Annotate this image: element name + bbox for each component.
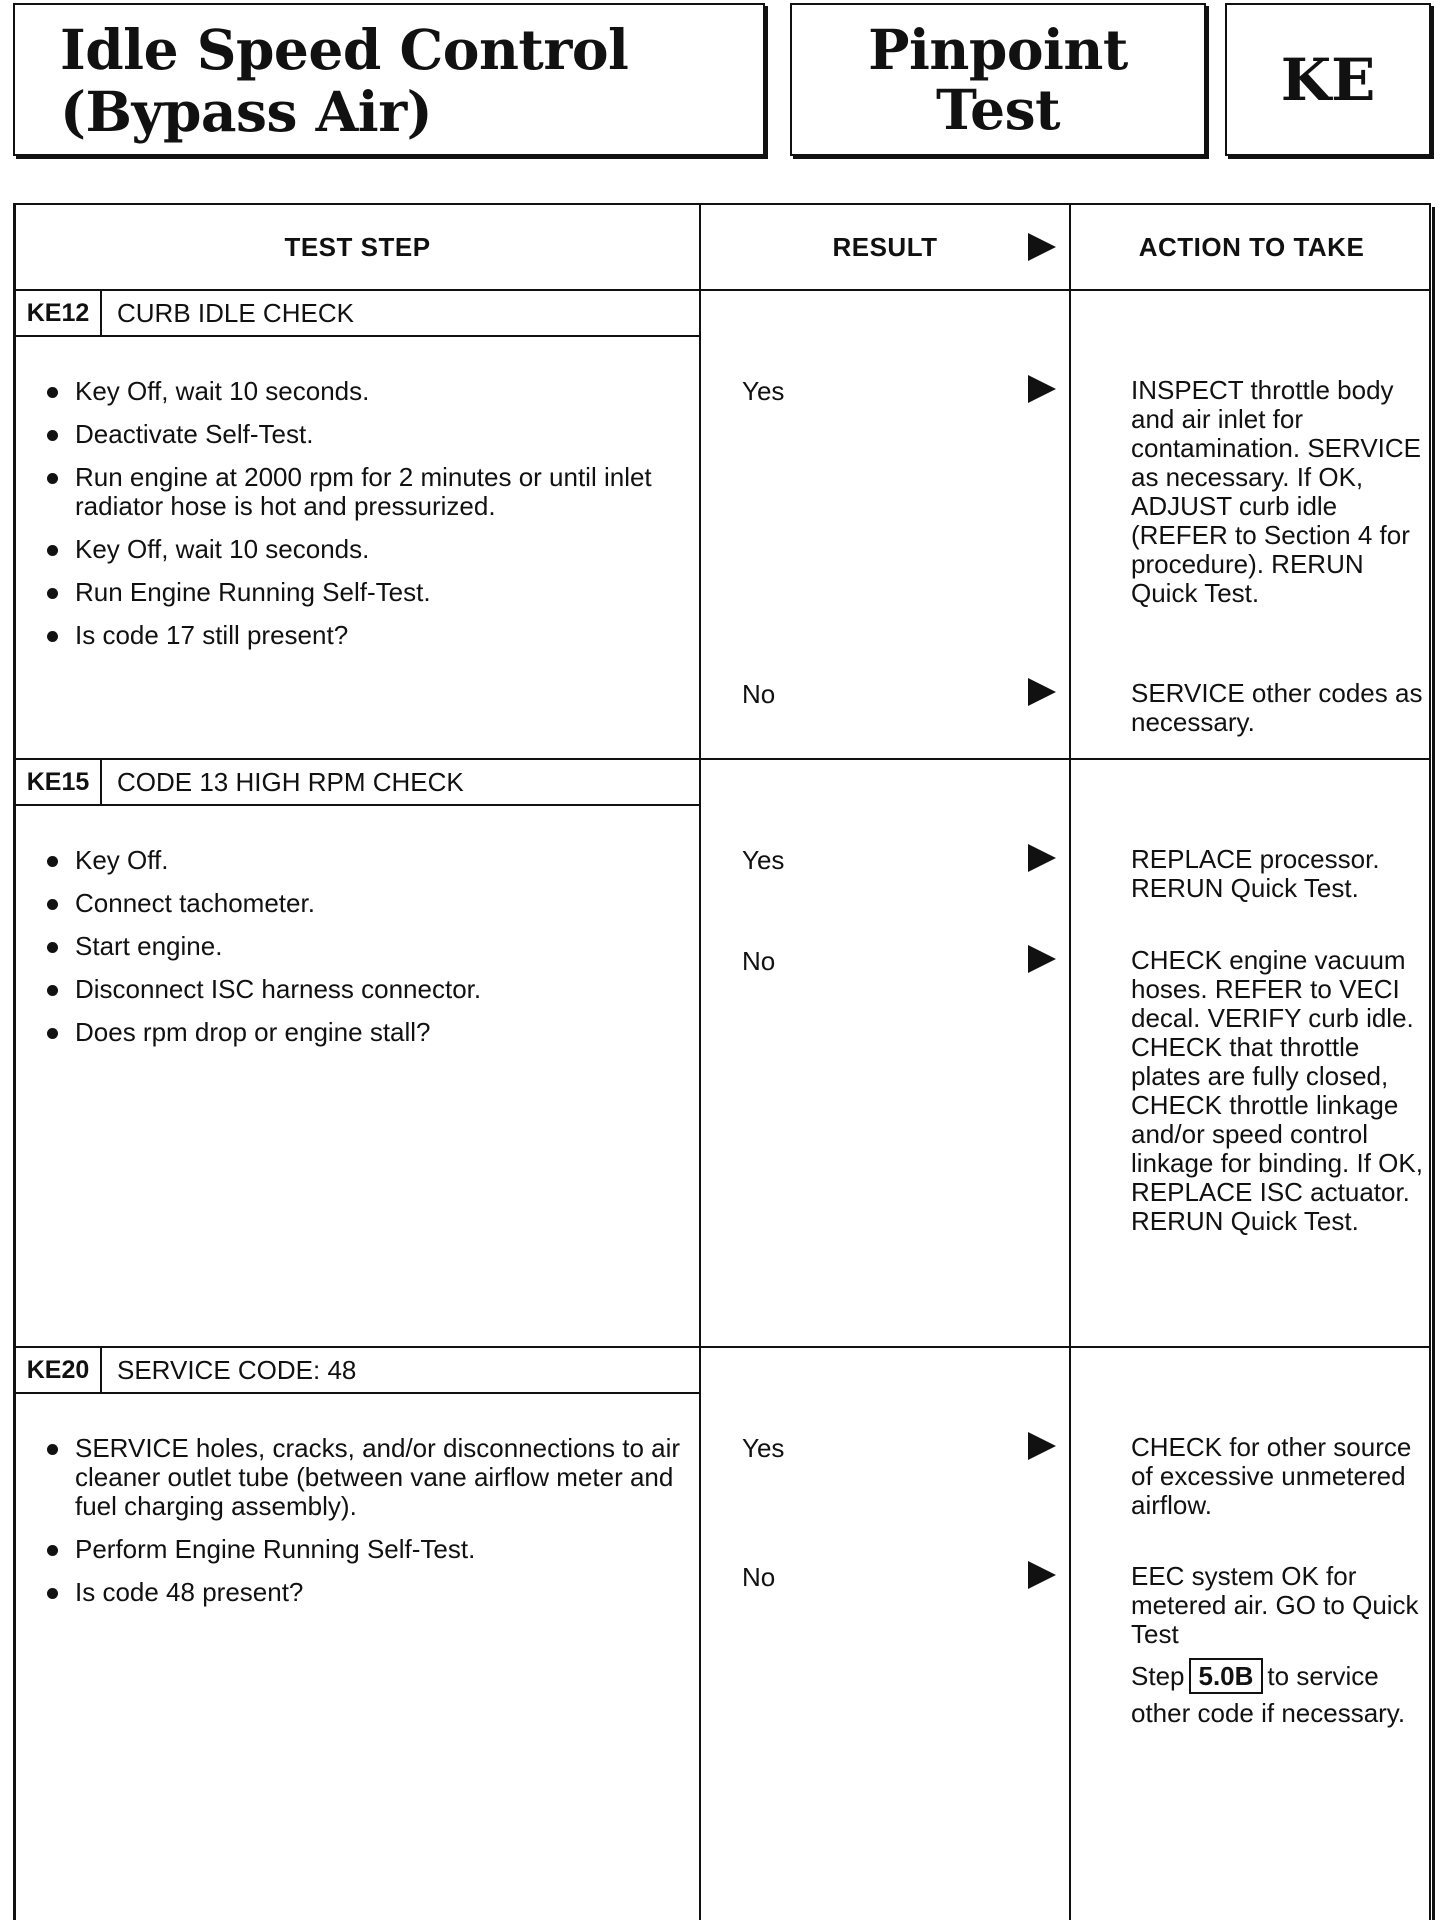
list-item: Disconnect ISC harness connector. (42, 975, 687, 1004)
list-item: Perform Engine Running Self-Test. (42, 1535, 687, 1564)
step-id: KE20 (16, 1348, 102, 1392)
action-text: REPLACE processor. RERUN Quick Test. (1131, 844, 1380, 903)
arrow-right-icon (1028, 844, 1056, 872)
table-shadow (1432, 207, 1435, 1920)
arrow-right-icon (1028, 1561, 1056, 1589)
step-suffix: to service (1267, 1661, 1379, 1691)
list-item: Deactivate Self-Test. (42, 420, 687, 449)
step-prefix: Step (1131, 1661, 1185, 1691)
list-item: Run Engine Running Self-Test. (42, 578, 687, 607)
result-label: Yes (742, 845, 785, 875)
arrow-right-icon (1028, 678, 1056, 706)
list-item: Is code 48 present? (42, 1578, 687, 1607)
column-divider (699, 205, 701, 1920)
page-title: Idle Speed Control (60, 17, 629, 82)
test-code: KE (1280, 45, 1376, 114)
step-name: CURB IDLE CHECK (117, 297, 354, 328)
step-reference-line (1131, 1657, 1431, 1695)
step-reference-link[interactable]: 5.0B (1189, 1658, 1264, 1694)
step-name: SERVICE CODE: 48 (117, 1354, 357, 1385)
step-instructions-ke20 (42, 1434, 687, 1621)
result-label: No (742, 1562, 776, 1592)
step-label-ke12 (16, 291, 699, 337)
step-id: KE15 (16, 760, 102, 804)
column-header-result: RESULT (832, 231, 938, 262)
test-type-box (790, 3, 1206, 156)
list-item: Does rpm drop or engine stall? (42, 1018, 687, 1047)
test-code-box (1225, 3, 1431, 156)
arrow-right-icon (1028, 945, 1056, 973)
arrow-right-icon (1028, 1432, 1056, 1460)
column-header-action: ACTION TO TAKE (1138, 231, 1365, 262)
result-label: No (742, 946, 776, 976)
list-item: Key Off, wait 10 seconds. (42, 377, 687, 406)
arrow-right-icon (1028, 375, 1056, 403)
action-text: SERVICE other codes as necessary. (1131, 678, 1423, 737)
action-text: CHECK engine vacuum hoses. REFER to VECI decal. VERIFY curb idle. CHECK that throttle plates are fully closed, CHECK throttle linkage and/or speed control linkage for binding. If OK, REPLACE ISC actuator. RERUN Quick Test. (1131, 945, 1423, 1236)
list-item: Run engine at 2000 rpm for 2 minutes or until inlet radiator hose is hot and pressurized. (42, 463, 687, 521)
step-label-ke15 (16, 760, 699, 806)
pinpoint-test-table (13, 203, 1431, 1920)
result-label: Yes (742, 376, 785, 406)
list-item: Key Off, wait 10 seconds. (42, 535, 687, 564)
action-text-continued: other code if necessary. (1131, 1698, 1406, 1728)
step-instructions-ke15 (42, 846, 687, 1061)
page-subtitle: (Bypass Air) (60, 79, 433, 144)
list-item: Start engine. (42, 932, 687, 961)
action-text: EEC system OK for metered air. GO to Quick Test (1131, 1561, 1419, 1649)
list-item: SERVICE holes, cracks, and/or disconnections to air cleaner outlet tube (between vane airflow meter and fuel charging assembly). (42, 1434, 687, 1521)
result-label: Yes (742, 1433, 785, 1463)
list-item: Connect tachometer. (42, 889, 687, 918)
step-name: CODE 13 HIGH RPM CHECK (117, 766, 464, 797)
action-text: INSPECT throttle body and air inlet for contamination. SERVICE as necessary. If OK, ADJUST curb idle (REFER to Section 4 for procedure). RERUN Quick Test. (1131, 375, 1421, 608)
action-block (1131, 1562, 1431, 1728)
list-item: Key Off. (42, 846, 687, 875)
step-id: KE12 (16, 291, 102, 335)
step-label-ke20 (16, 1348, 699, 1394)
action-text: CHECK for other source of excessive unmetered airflow. (1131, 1432, 1412, 1520)
test-type-line2: Test (936, 76, 1060, 142)
result-label: No (742, 679, 776, 709)
column-header-test-step: TEST STEP (284, 231, 431, 262)
title-box (13, 3, 765, 156)
step-instructions-ke12 (42, 377, 687, 664)
list-item: Is code 17 still present? (42, 621, 687, 650)
column-divider (1069, 205, 1071, 1920)
test-type-line1: Pinpoint (868, 16, 1128, 82)
arrow-right-icon (1028, 233, 1056, 261)
